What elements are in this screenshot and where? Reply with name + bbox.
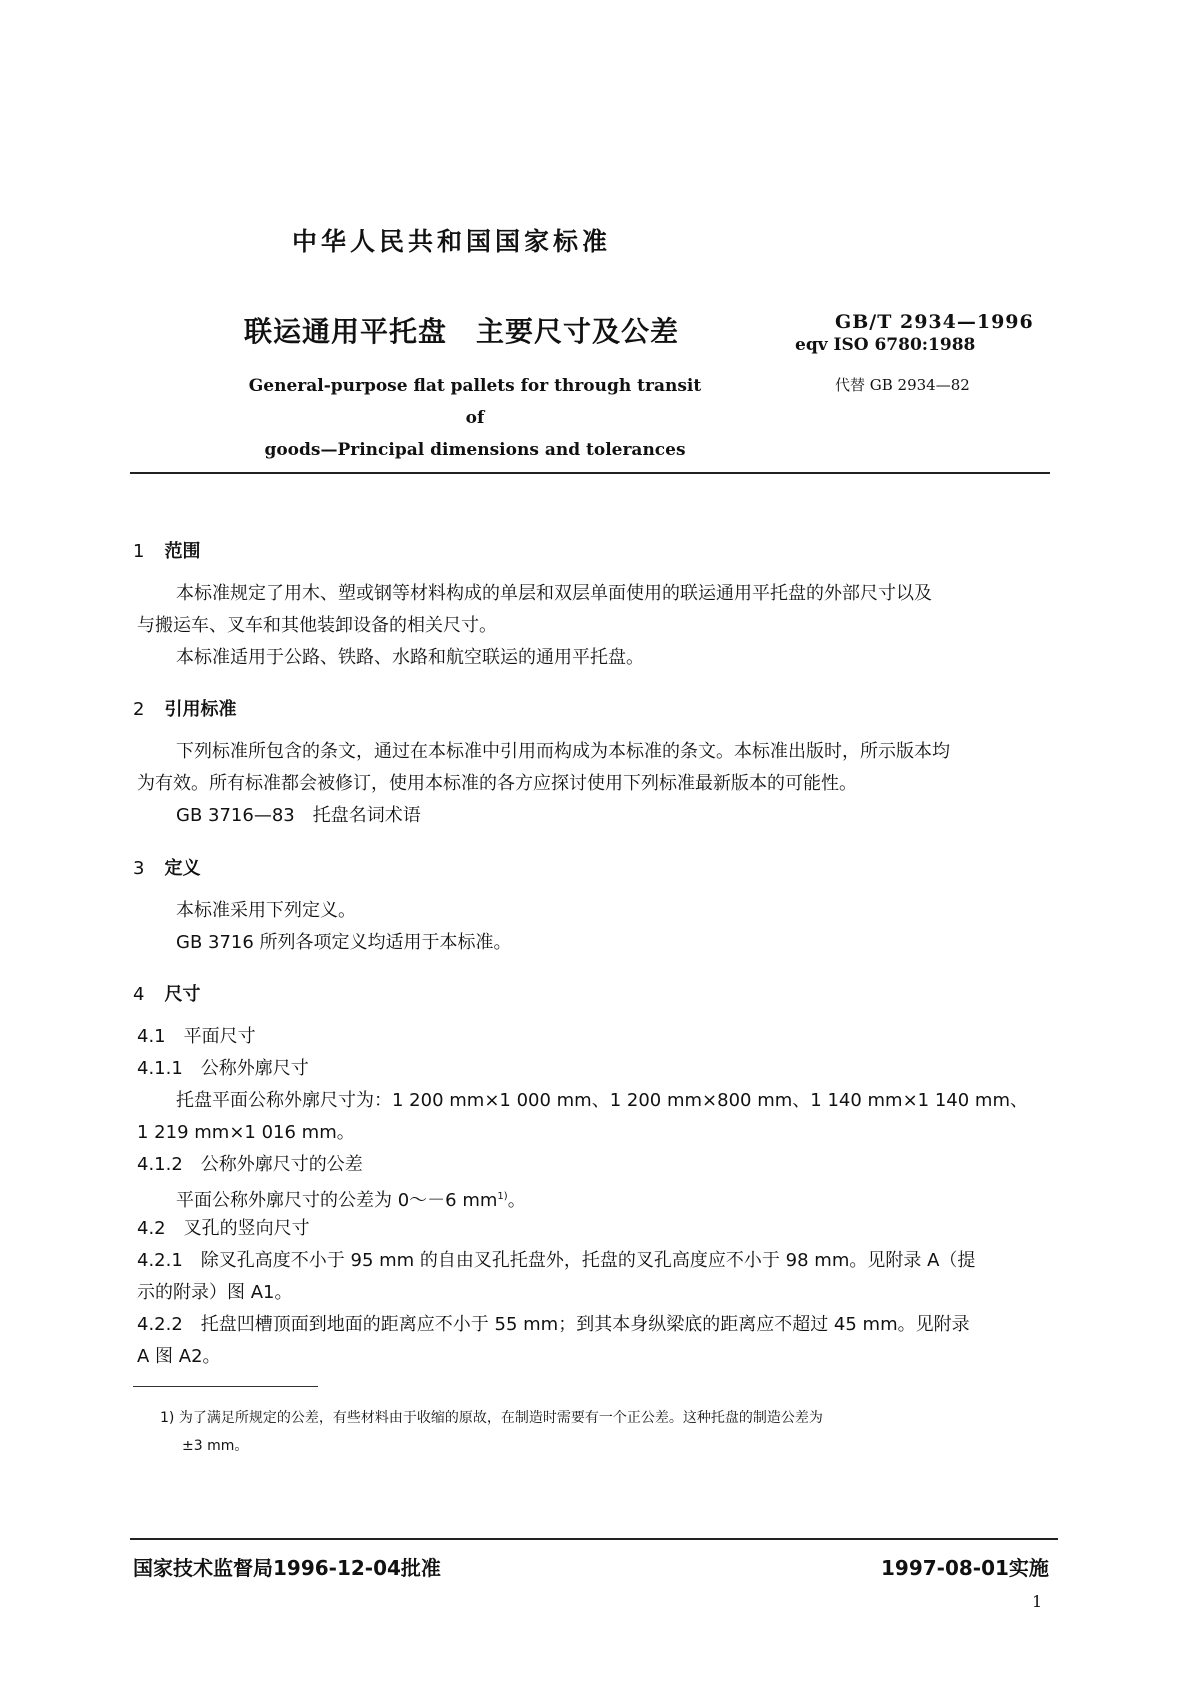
tolerance-text: 平面公称外廓尺寸的公差为 0～－6 mm bbox=[176, 1190, 498, 1211]
subsection-4-2-1-line-1: 4.2.1 除叉孔高度不小于 95 mm 的自由叉孔托盘外，托盘的叉孔高度应不小于 98 mm。见附录 A（提 bbox=[137, 1250, 976, 1271]
section-3-title: 定义 bbox=[164, 858, 201, 879]
section-4-number: 4 bbox=[133, 984, 145, 1005]
subsection-4-1-2: 4.1.2 公称外廓尺寸的公差 bbox=[137, 1154, 363, 1175]
iso-equivalent: eqv ISO 6780:1988 bbox=[795, 335, 976, 355]
subsection-4-1-1-line-1: 托盘平面公称外廓尺寸为：1 200 mm×1 000 mm、1 200 mm×800 mm、1 140 mm×1 140 mm、 bbox=[176, 1090, 1028, 1111]
subsection-4-1-1-line-2: 1 219 mm×1 016 mm。 bbox=[137, 1122, 355, 1143]
section-1-number: 1 bbox=[133, 541, 145, 562]
section-4-heading bbox=[133, 980, 200, 1006]
section-2-para-1-line-2: 为有效。所有标准都会被修订，使用本标准的各方应探讨使用下列标准最新版本的可能性。 bbox=[137, 773, 857, 794]
footnote-divider bbox=[133, 1386, 318, 1387]
section-2-heading bbox=[133, 695, 236, 721]
footer-divider bbox=[130, 1538, 1058, 1540]
subsection-4-1-1: 4.1.1 公称外廓尺寸 bbox=[137, 1058, 309, 1079]
header-divider bbox=[130, 472, 1050, 474]
section-4-title: 尺寸 bbox=[164, 984, 201, 1005]
national-standard-label: 中华人民共和国国家标准 bbox=[292, 227, 612, 256]
page-number: 1 bbox=[1032, 1592, 1043, 1611]
footnote-line-2: ±3 mm。 bbox=[182, 1438, 249, 1454]
section-3-para-1: 本标准采用下列定义。 bbox=[176, 900, 356, 921]
subsection-4-1: 4.1 平面尺寸 bbox=[137, 1026, 256, 1047]
subsection-4-1-2-text bbox=[176, 1181, 526, 1217]
approval-date: 国家技术监督局1996-12-04批准 bbox=[133, 1556, 441, 1580]
section-3-heading bbox=[133, 854, 200, 880]
subsection-4-2-2-line-2: A 图 A2。 bbox=[137, 1346, 221, 1367]
section-2-para-1-line-1: 下列标准所包含的条文，通过在本标准中引用而构成为本标准的条文。本标准出版时，所示版本均 bbox=[176, 741, 950, 762]
title-en-line-2: goods—Principal dimensions and tolerances bbox=[264, 440, 686, 460]
document-title-en bbox=[240, 370, 710, 466]
footnote-line-1: 1) 为了满足所规定的公差，有些材料由于收缩的原故，在制造时需要有一个正公差。这种托盘的制造公差为 bbox=[160, 1410, 823, 1426]
section-3-para-2: GB 3716 所列各项定义均适用于本标准。 bbox=[176, 932, 512, 953]
standard-code: GB/T 2934—1996 bbox=[835, 311, 1034, 333]
section-1-para-1-line-1: 本标准规定了用木、塑或钢等材料构成的单层和双层单面使用的联运通用平托盘的外部尺寸以及 bbox=[176, 583, 932, 604]
document-title-cn: 联运通用平托盘 主要尺寸及公差 bbox=[244, 315, 680, 348]
section-2-title: 引用标准 bbox=[164, 699, 237, 720]
section-3-number: 3 bbox=[133, 858, 145, 879]
section-2-number: 2 bbox=[133, 699, 145, 720]
section-1-para-1-line-2: 与搬运车、叉车和其他装卸设备的相关尺寸。 bbox=[137, 615, 497, 636]
subsection-4-2-2-line-1: 4.2.2 托盘凹槽顶面到地面的距离应不小于 55 mm；到其本身纵梁底的距离应不超过 45 mm。见附录 bbox=[137, 1314, 970, 1335]
subsection-4-2: 4.2 叉孔的竖向尺寸 bbox=[137, 1218, 310, 1239]
tolerance-text-end: 。 bbox=[507, 1190, 526, 1211]
referenced-standard: GB 3716—83 托盘名词术语 bbox=[176, 805, 421, 826]
effective-date: 1997-08-01实施 bbox=[881, 1556, 1049, 1580]
title-en-line-1: General-purpose flat pallets for through transit of bbox=[248, 376, 702, 428]
section-1-title: 范围 bbox=[164, 541, 201, 562]
section-1-para-2: 本标准适用于公路、铁路、水路和航空联运的通用平托盘。 bbox=[176, 647, 644, 668]
footnote-ref: 1) bbox=[497, 1191, 508, 1202]
section-1-heading bbox=[133, 537, 200, 563]
replaces-standard: 代替 GB 2934—82 bbox=[835, 376, 970, 394]
subsection-4-2-1-line-2: 示的附录）图 A1。 bbox=[137, 1282, 293, 1303]
